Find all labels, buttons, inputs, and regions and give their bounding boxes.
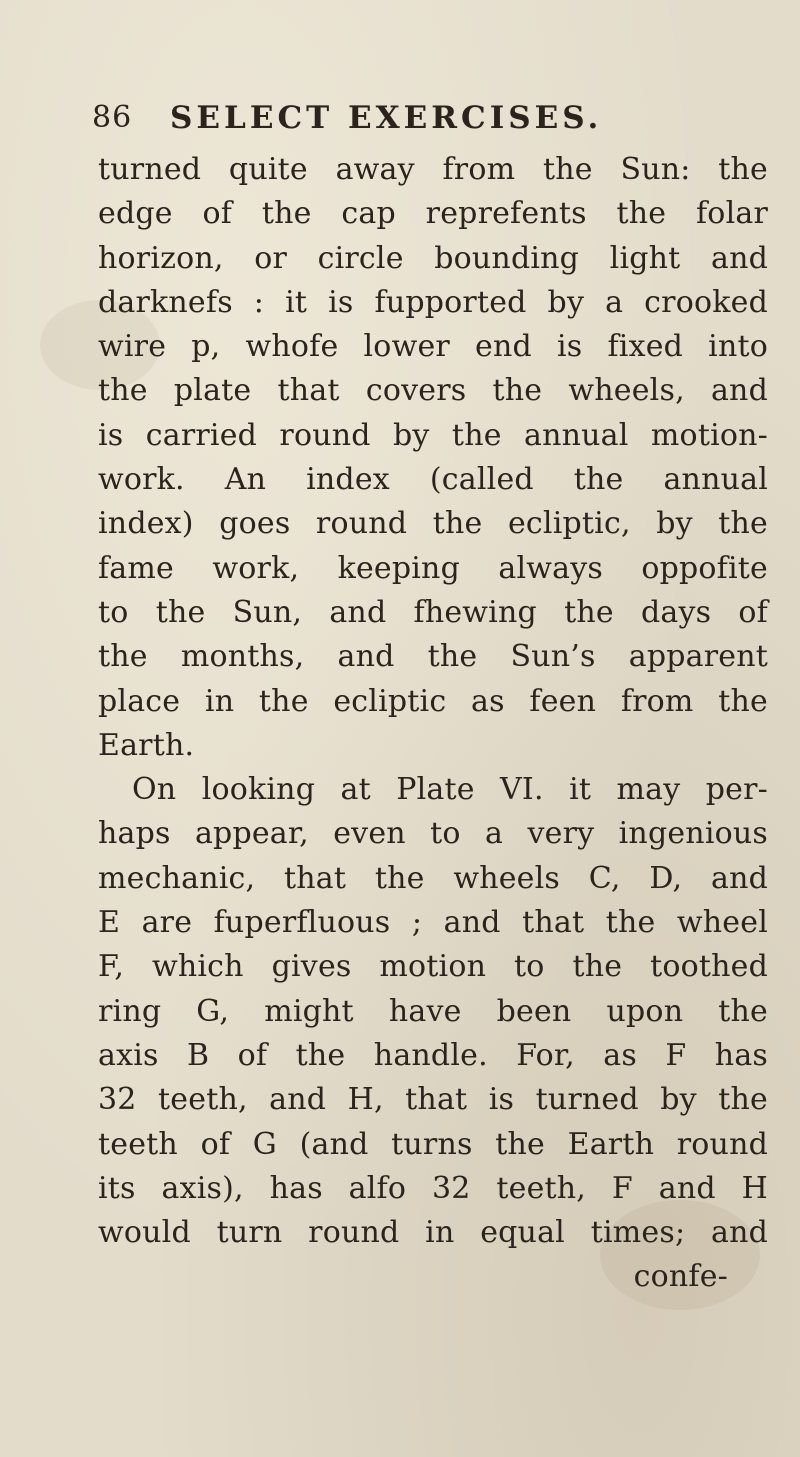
text-line: is carried round by the annual motion- [98, 417, 768, 453]
text-line: would turn round in equal times; and [98, 1215, 768, 1251]
text-line: work. An index (called the annual [98, 462, 768, 498]
text-line: ring G, might have been upon the [98, 993, 768, 1029]
text-line: haps appear, even to a very ingenious [98, 816, 768, 852]
text-line: the months, and the Sun’s apparent [98, 639, 768, 675]
text-line: 32 teeth, and H, that is turned by the [98, 1082, 768, 1118]
text-line: axis B of the handle. For, as F has [98, 1037, 768, 1073]
text-line: its axis), has alfo 32 teeth, F and H [98, 1170, 768, 1206]
text-line: horizon, or circle bounding light and [98, 240, 768, 276]
page-number: 86 [92, 100, 133, 135]
body-text [98, 148, 768, 1300]
text-line: the plate that covers the wheels, and [98, 373, 768, 409]
catchword: confe- [633, 1259, 728, 1295]
text-line: Earth. [98, 727, 195, 763]
text-line: place in the ecliptic as feen from the [98, 683, 768, 719]
text-line: fame work, keeping always oppofite [98, 550, 768, 586]
text-line: darknefs : it is fupported by a crooked [98, 284, 768, 320]
text-line: teeth of G (and turns the Earth round [98, 1126, 768, 1162]
text-line: turned quite away from the Sun: the [98, 152, 768, 187]
page-header [92, 100, 732, 146]
text-line: F, which gives motion to the toothed [98, 949, 768, 985]
text-line: On looking at Plate VI. it may per- [132, 772, 768, 808]
text-line: mechanic, that the wheels C, D, and [98, 860, 768, 896]
text-line: edge of the cap reprefents the folar [98, 196, 768, 232]
text-line: index) goes round the ecliptic, by the [98, 506, 768, 542]
text-line: E are fuperfluous ; and that the wheel [98, 905, 768, 941]
text-line: to the Sun, and fhewing the days of [98, 594, 768, 630]
running-head: SELECT EXERCISES. [170, 100, 603, 136]
text-line: wire p, whofe lower end is fixed into [98, 329, 768, 365]
